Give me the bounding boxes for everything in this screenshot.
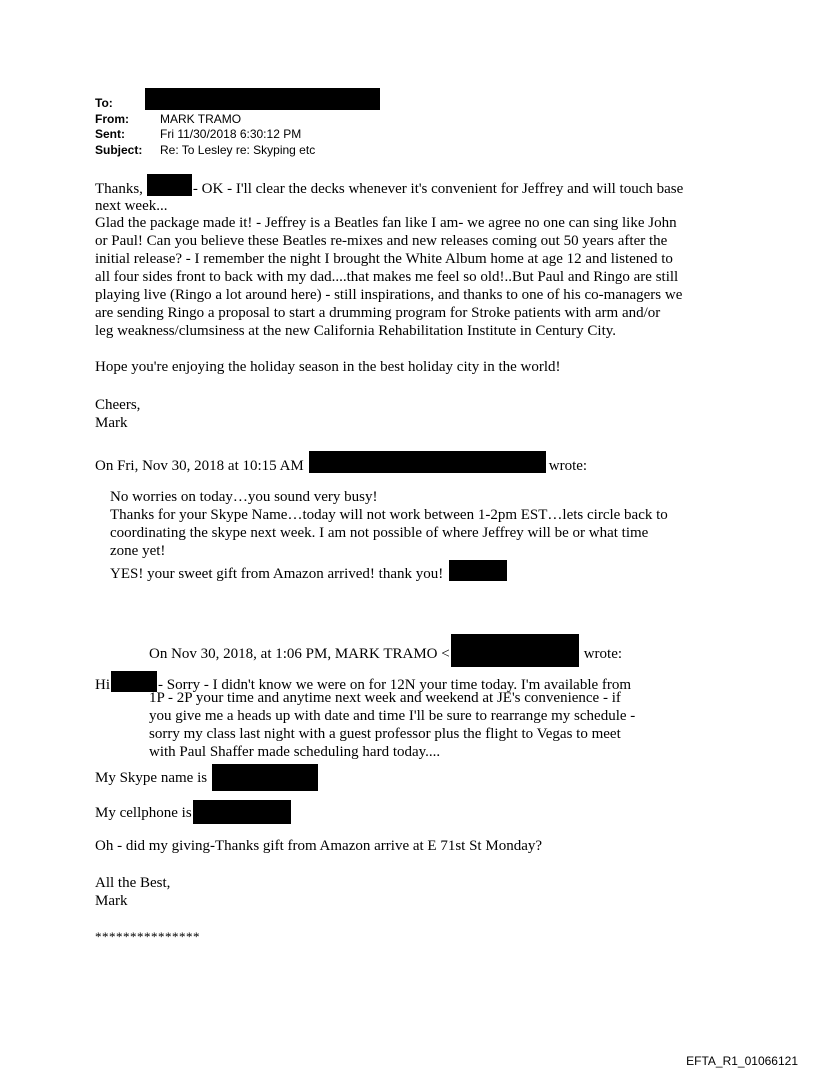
subject-row <box>95 143 380 159</box>
from-value: MARK TRAMO <box>160 111 242 126</box>
quote1-line-3: coordinating the skype next week. I am not possible of where Jeffrey will be or what time <box>110 525 649 541</box>
subject-label: Subject: <box>95 142 143 157</box>
quote2-signoff <box>95 874 170 910</box>
reply-para-6: are sending Ringo a proposal to start a drumming program for Stroke patients with arm and/or <box>95 305 661 321</box>
quote2-signature-name: Mark <box>95 893 128 909</box>
reply-para-4: all four sides front to back with my dad....that makes me feel so old!..But Paul and Ringo are still <box>95 269 679 285</box>
separator-stars: *************** <box>95 929 200 944</box>
reply-para-5: playing live (Ringo a lot around here) - still inspirations, and thanks to one of his co-managers we <box>95 287 683 303</box>
redaction-email-2 <box>451 634 579 667</box>
reply-para-2: or Paul! Can you believe these Beatles re-mixes and new releases coming out 50 years after the <box>95 233 668 249</box>
redaction-email-1 <box>309 451 546 473</box>
signature-name: Mark <box>95 415 128 431</box>
sent-label: Sent: <box>95 127 125 141</box>
signoff <box>95 396 140 432</box>
skype-line: My Skype name is <box>95 764 318 791</box>
redaction-phone <box>193 800 291 824</box>
sent-value: Fri 11/30/2018 6:30:12 PM <box>160 127 302 141</box>
reply-para-7: leg weakness/clumsiness at the new California Rehabilitation Institute in Century City. <box>95 323 617 339</box>
quote1-line-2: Thanks for your Skype Name…today will not work between 1-2pm EST…lets circle back to <box>110 507 668 523</box>
quote1-intro: On Fri, Nov 30, 2018 at 10:15 AM wrote: <box>95 451 587 475</box>
quote2-intro: On Nov 30, 2018, at 1:06 PM, MARK TRAMO < wrote: <box>149 634 622 667</box>
quote1-line-4: zone yet! <box>110 543 166 559</box>
quote1-body <box>110 488 668 583</box>
cellphone-line: My cellphone is <box>95 800 291 824</box>
reply-para-3: initial release? - I remember the night I brought the White Album home at age 12 and listened to <box>95 251 673 267</box>
sent-row <box>95 127 380 143</box>
reply-line-1: Thanks, - OK - I'll clear the decks whenever it's convenient for Jeffrey and will touch base <box>95 174 683 198</box>
quote2-line-1: 1P - 2P your time and anytime next week and weekend at JE's convenience - if <box>149 690 621 706</box>
to-row <box>95 96 380 112</box>
best-text: All the Best, <box>95 875 171 891</box>
from-label: From: <box>95 111 129 126</box>
quote2-line-4: with Paul Shaffer made scheduling hard today.... <box>149 744 441 760</box>
reply-line-2: next week... <box>95 198 168 214</box>
subject-value: Re: To Lesley re: Skyping etc <box>160 142 316 157</box>
quote1-gift-line: YES! your sweet gift from Amazon arrived! thank you! <box>110 560 668 583</box>
quote1-line-1: No worries on today…you sound very busy! <box>110 489 378 505</box>
quote2-first-line: Hi - Sorry - I didn't know we were on for 12N your time today. I'm available from <box>95 671 631 694</box>
redaction-to <box>145 88 380 110</box>
redaction-name-2 <box>449 560 507 581</box>
to-label: To: <box>95 96 113 110</box>
document-id: EFTA_R1_01066121 <box>686 1054 798 1068</box>
redaction-skype <box>212 764 318 791</box>
gift-question: Oh - did my giving-Thanks gift from Amazon arrive at E 71st St Monday? <box>95 838 543 854</box>
from-row <box>95 112 380 128</box>
quote2-line-2: you give me a heads up with date and time I'll be sure to rearrange my schedule - <box>149 708 636 724</box>
cheers-text: Cheers, <box>95 397 141 413</box>
reply-body <box>95 174 683 340</box>
quote2-line-3: sorry my class last night with a guest professor plus the flight to Vegas to meet <box>149 726 621 742</box>
email-header <box>95 96 380 158</box>
quote2-body <box>149 689 635 761</box>
redaction-name-1 <box>147 174 192 196</box>
reply-para-1: Glad the package made it! - Jeffrey is a Beatles fan like I am- we agree no one can sing like John <box>95 215 677 231</box>
holiday-line: Hope you're enjoying the holiday season in the best holiday city in the world! <box>95 359 561 375</box>
